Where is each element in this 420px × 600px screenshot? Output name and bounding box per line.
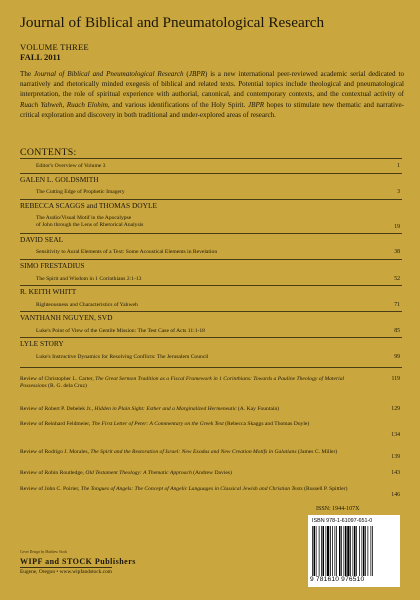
contents-heading: CONTENTS: [20,147,77,158]
review-entry: Review of Christopher L. Carter, The Great Sermon Tradition as a Fiscal Framework in 1 Corinthians: Towards a Pauline Theology of Material Possessions (R. G. dela Cruz) [20,376,345,390]
issn-label: ISSN: 1944-107X [316,506,360,512]
divider [20,367,402,368]
divider [20,337,402,338]
publisher-name: WIPF and STOCK Publishers [20,557,136,566]
review-entry: Review of Robert P. Debelek Jr., Hidden in Plain Sight: Esther and a Marginalized Hermeneutic (A. Kay Fountain) [20,406,280,412]
divider [20,173,402,174]
author-name: GALEN L. GOLDSMITH [20,175,99,184]
author-name: REBECCA SCAGGS and THOMAS DOYLE [20,201,158,210]
cover-design-credit: Cover Design by Matthew Stock [20,550,68,554]
journal-title: Journal of Biblical and Pneumatological Research [20,14,325,31]
review-entry: Review of Robin Routledge, Old Testament Theology: A Thematic Approach (Andrew Davies) [20,470,232,476]
page-number: 38 [394,249,400,255]
author-name: LYLE STORY [20,339,64,348]
divider [20,158,402,159]
isbn-label: ISBN 978-1-61097-651-0 [312,518,373,524]
issue-label: FALL 2011 [20,52,61,62]
author-name: VANTHANH NGUYEN, SVD [20,313,113,322]
page-number: 139 [391,454,400,460]
page-number: 146 [391,492,400,498]
page-number: 52 [394,276,400,282]
journal-description: The Journal of Biblical and Pneumatological Research (JBPR) is a new international peer-reviewed academic serial dedicated to narratively and rhetorically minded exegesis of biblical and related texts. Potential topics include theological and pneumatological interpretation, the role of spiritual experience with authorial, canonical, and contemporary contexts, and the contextual activity of Ruach Yahweh, Ruach Elohim, and various identifications of the Holy Spirit. JBPR hopes to stimulate new thematic and narrative-critical exploration and discovery in both traditional and under-explored areas of research. [20,70,404,119]
page-number: 143 [391,470,400,476]
page-number: 99 [394,354,400,360]
review-entry: Review of Reinhard Feldmeier, The First Letter of Peter: A Commentary on the Greek Text (Rebecca Skaggs and Thomas Doyle) [20,421,310,427]
divider [20,233,402,234]
author-name: DAVID SEAL [20,235,64,244]
article-title-line: of John through the Lens of Rhetorical Analysis [36,222,144,228]
divider [20,199,402,200]
page-number: 85 [394,328,400,334]
divider [20,311,402,312]
page-number: 3 [397,189,400,195]
page-number: 129 [391,406,400,412]
author-name: R. KEITH WHITT [20,287,77,296]
article-title: The Cutting Edge of Prophetic Imagery [36,189,125,195]
barcode-label [308,515,400,587]
journal-name-italic: Journal of Biblical and Pneumatological Research [33,70,184,78]
page-number: 71 [394,302,400,308]
article-title-line: The Audio/Visual Motif in the Apocalypse [36,215,132,221]
divider [20,285,402,286]
volume-label: VOLUME THREE [20,42,89,52]
article-title: Sensitivity to Aural Elements of a Text: Some Acoustical Elements in Revelation [36,249,218,255]
divider [20,567,112,568]
page-number: 119 [391,376,400,382]
publisher-address: Eugene, Oregon • www.wipfandstock.com [20,569,112,575]
author-name: SIMO FRESTADIUS [20,261,85,270]
divider [20,259,402,260]
article-title: Righteousness and Characteristics of Yahweh [36,302,138,308]
article-title: The Spirit and Wisdom in 1 Corinthians 2:1-13 [36,276,142,282]
barcode-number: 9 781610 976510 [310,576,365,583]
review-entry: Review of John C. Poirier, The Tongues of Angels: The Concept of Angelic Languages in Classical Jewish and Christian Texts (Russell P. Spittler) [20,486,348,492]
article-title: Luke's Point of View of the Gentile Mission: The Test Case of Acts 11:1-18 [36,328,205,334]
page-number: 134 [391,432,400,438]
review-entry: Review of Rodrigo J. Morales, The Spirit and the Restoration of Israel: New Exodus and New Creation Motifs in Galatians (James C. Miller) [20,449,338,455]
article-title: Luke's Instructive Dynamics for Resolving Conflicts: The Jerusalem Council [36,354,209,360]
page-number: 1 [397,163,400,169]
article-title: Editor's Overview of Volume 3 [36,163,106,169]
barcode-icon [312,526,396,576]
page-number: 19 [394,224,400,230]
